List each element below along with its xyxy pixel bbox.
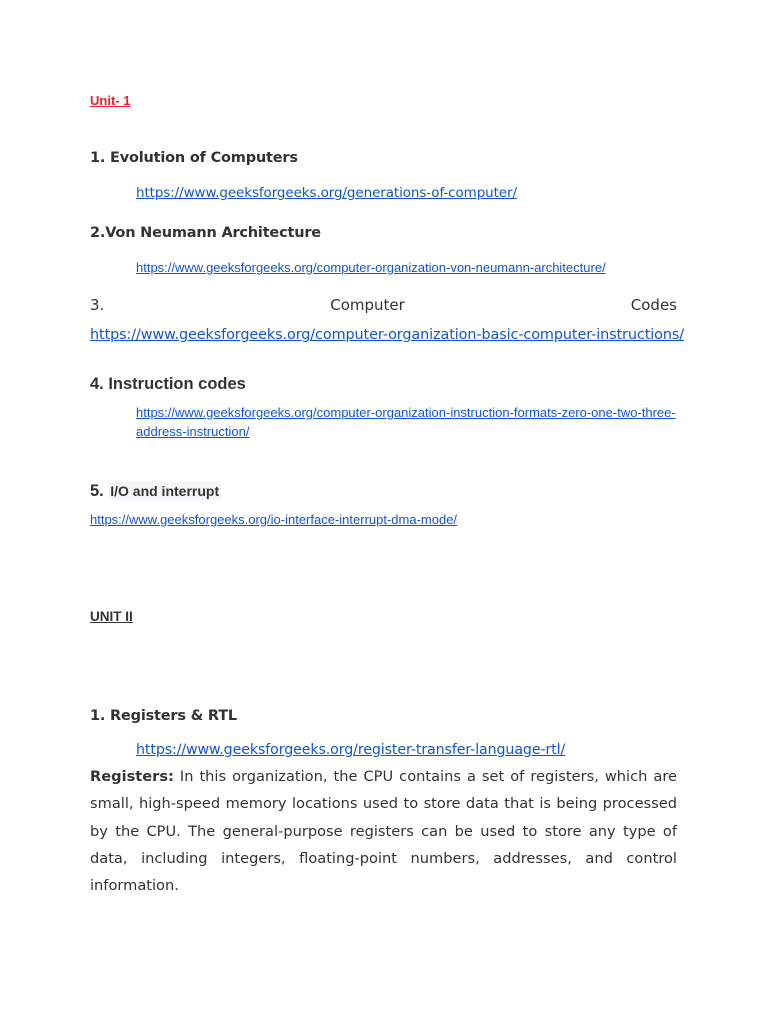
section-heading-io-interrupt: [90, 482, 221, 501]
link-register-transfer-language[interactable]: https://www.geeksforgeeks.org/register-transfer-language-rtl/: [136, 742, 566, 758]
registers-paragraph: [90, 763, 677, 899]
heading-word-number: 3.: [90, 296, 105, 314]
registers-label: Registers:: [90, 768, 174, 785]
unit2-title: UNIT II: [90, 609, 133, 624]
unit1-title: Unit- 1: [90, 93, 131, 108]
link-io-interface[interactable]: https://www.geeksforgeeks.org/io-interface-interrupt-dma-mode/: [90, 512, 458, 527]
section-heading-registers-rtl: 1. Registers & RTL: [90, 708, 237, 724]
section-heading-von-neumann: 2.Von Neumann Architecture: [90, 225, 321, 241]
link-instruction-formats[interactable]: https://www.geeksforgeeks.org/computer-organization-instruction-formats-zero-one-two-three-address-instruction/: [136, 405, 676, 439]
link-basic-computer-instructions[interactable]: https://www.geeksforgeeks.org/computer-organization-basic-computer-instructions/: [90, 327, 685, 343]
section-heading-computer-codes: [90, 296, 677, 314]
section-heading-instruction-codes: 4. Instruction codes: [90, 375, 246, 393]
registers-text: In this organization, the CPU contains a set of registers, which are small, high-speed memory locations used to store data that is being processed by the CPU. The general-purpose registers can be used to store any type of data, including integers, floating-point numbers, addresses, and control information.: [90, 768, 677, 895]
link-generations-of-computer[interactable]: https://www.geeksforgeeks.org/generations-of-computer/: [136, 185, 517, 201]
heading-word-codes: Codes: [630, 296, 677, 314]
heading-word-computer: Computer: [330, 296, 405, 314]
link-von-neumann[interactable]: https://www.geeksforgeeks.org/computer-organization-von-neumann-architecture/: [136, 260, 606, 275]
section-heading-evolution: 1. Evolution of Computers: [90, 150, 298, 166]
heading-number: 5.: [90, 482, 104, 500]
heading-text: I/O and interrupt: [110, 483, 220, 499]
